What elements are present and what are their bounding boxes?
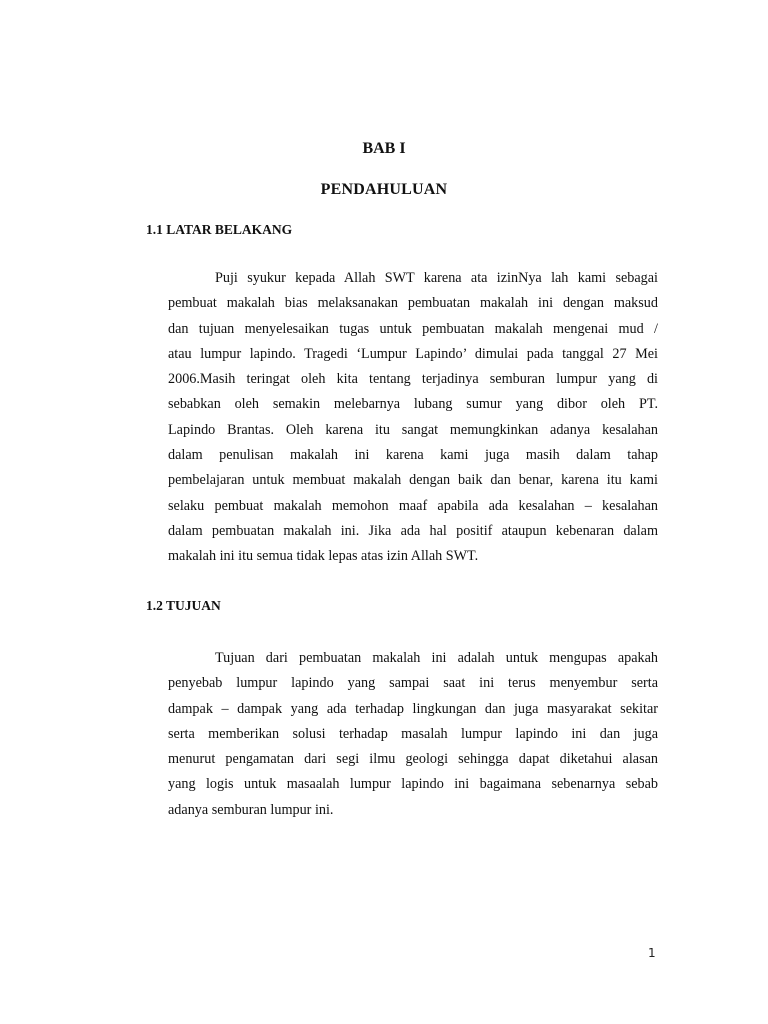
section-heading-latar-belakang: 1.1 LATAR BELAKANG xyxy=(146,222,293,237)
paragraph-line: adanya semburan lumpur ini. xyxy=(168,801,334,818)
paragraph-line: menurut pengamatan dari segi ilmu geologi sehingga dapat diketahui alasan xyxy=(168,751,658,768)
paragraph-line: dalam pembuatan makalah ini. Jika ada hal positif ataupun kebenaran dalam xyxy=(168,522,658,539)
paragraph-line: Lapindo Brantas. Oleh karena itu sangat memungkinkan adanya kesalahan xyxy=(168,421,658,438)
chapter-subtitle: PENDAHULUAN xyxy=(320,181,448,198)
paragraph-line: selaku pembuat makalah memohon maaf apabila ada kesalahan – kesalahan xyxy=(168,497,658,514)
paragraph-line: makalah ini itu semua tidak lepas atas izin Allah SWT. xyxy=(168,548,479,565)
paragraph-line: Tujuan dari pembuatan makalah ini adalah untuk mengupas apakah xyxy=(215,650,658,666)
paragraph-line: dalam penulisan makalah ini karena kami juga masih dalam tahap xyxy=(168,447,658,464)
page-number: 1 xyxy=(648,946,656,960)
paragraph-line: serta memberikan solusi terhadap masalah lumpur lapindo ini dan juga xyxy=(168,725,658,742)
paragraph-line: dampak – dampak yang ada terhadap lingkungan dan juga masyarakat sekitar xyxy=(168,700,658,717)
paragraph-tujuan xyxy=(168,646,658,823)
paragraph-latar-belakang xyxy=(168,266,658,570)
paragraph-line: dan tujuan menyelesaikan tugas untuk pembuatan makalah mengenai mud / xyxy=(168,320,658,337)
paragraph-line: atau lumpur lapindo. Tragedi ‘Lumpur Lapindo’ dimulai pada tanggal 27 Mei xyxy=(168,345,658,362)
section-heading-tujuan: 1.2 TUJUAN xyxy=(146,598,221,613)
paragraph-line: yang logis untuk masaalah lumpur lapindo ini bagaimana sebenarnya sebab xyxy=(168,776,658,793)
paragraph-line: penyebab lumpur lapindo yang sampai saat ini terus menyembur serta xyxy=(168,675,658,692)
paragraph-line: pembuat makalah bias melaksanakan pembuatan makalah ini dengan maksud xyxy=(168,295,658,312)
paragraph-line: sebabkan oleh semakin melebarnya lubang sumur yang dibor oleh PT. xyxy=(168,396,658,413)
chapter-title: BAB I xyxy=(362,140,406,157)
paragraph-line: pembelajaran untuk membuat makalah dengan baik dan benar, karena itu kami xyxy=(168,472,658,489)
paragraph-line: Puji syukur kepada Allah SWT karena ata izinNya lah kami sebagai xyxy=(215,270,658,286)
paragraph-line: 2006.Masih teringat oleh kita tentang terjadinya semburan lumpur yang di xyxy=(168,371,658,388)
